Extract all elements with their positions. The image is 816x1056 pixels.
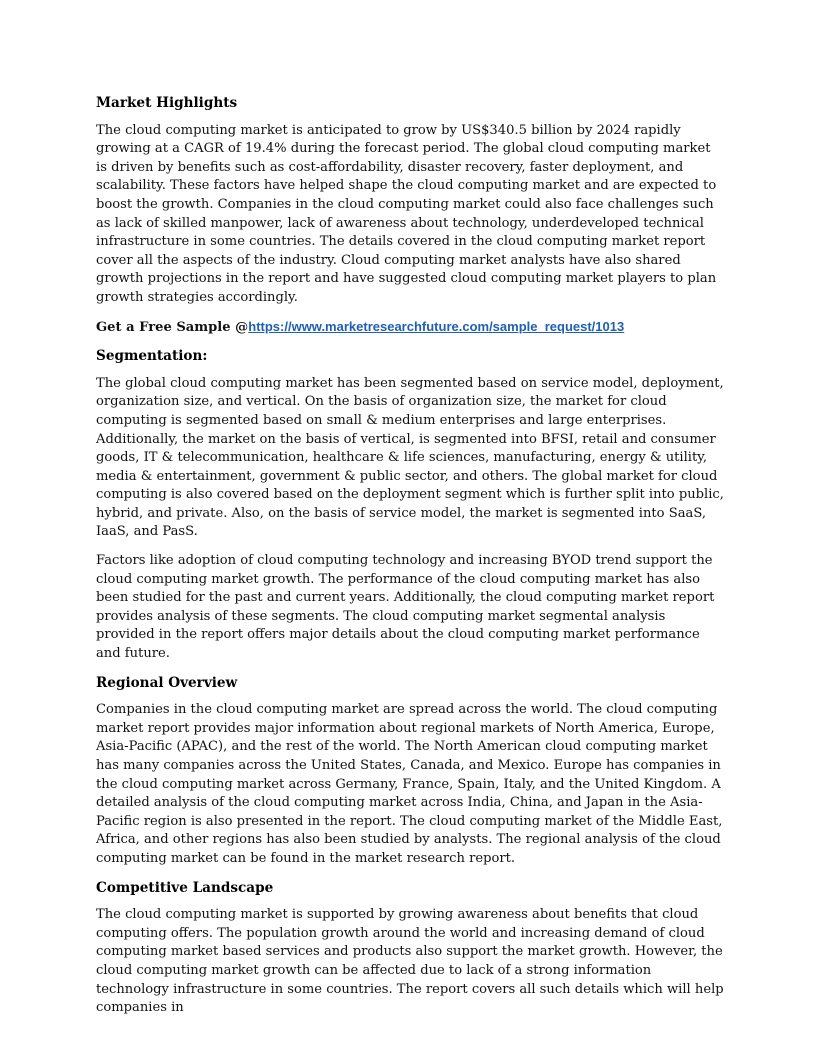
segmentation-paragraph-1: The global cloud computing market has been segmented based on service model, deployment, organization size, and vertical. On the basis of organization size, the market for cloud computing is segmented based on small & medium enterprises and large enterprises. Additionally, the market on the basis of vertical, is segmented into BFSI, retail and consumer goods, IT & telecommunication, healthcare & life sciences, manufacturing, energy & utility, media & entertainment, government & public sector, and others. The global market for cloud computing is also covered based on the deployment segment which is further split into public, hybrid, and private. Also, on the basis of service model, the market is segmented into SaaS, IaaS, and PasS. [96, 375, 724, 540]
market-highlights-paragraph: The cloud computing market is anticipated to grow by US$340.5 billion by 2024 rapidly growing at a CAGR of 19.4% during the forecast period. The global cloud computing market is driven by benefits such as cost-affordability, disaster recovery, faster deployment, and scalability. These factors have helped shape the cloud computing market and are expected to boost the growth. Companies in the cloud computing market could also face challenges such as lack of skilled manpower, lack of awareness about technology, underdeveloped technical infrastructure in some countries. The details covered in the cloud computing market report cover all the aspects of the industry. Cloud computing market analysts have also shared growth projections in the report and have suggested cloud computing market players to plan growth strategies accordingly. [96, 122, 717, 305]
regional-overview-paragraph: Companies in the cloud computing market are spread across the world. The cloud computing market report provides major information about regional markets of North America, Europe, Asia-Pacific (APAC), and the rest of the world. The North American cloud computing market has many companies across the United States, Canada, and Mexico. Europe has companies in the cloud computing market across Germany, France, Spain, Italy, and the United Kingdom. A detailed analysis of the cloud computing market across India, China, and Japan in the Asia-Pacific region is also presented in the report. The cloud computing market of the Middle East, Africa, and other regions has also been studied by analysts. The regional analysis of the cloud computing market can be found in the market research report. [96, 702, 723, 866]
competitive-landscape-paragraph: The cloud computing market is supported by growing awareness about benefits that cloud computing offers. The population growth around the world and increasing demand of cloud computing market based services and products also support the market growth. However, the cloud computing market growth can be affected due to lack of a strong information technology infrastructure in some countries. The report covers all such details which will help companies in [96, 907, 724, 1016]
free-sample-label: Get a Free Sample @ [96, 319, 249, 335]
document-page [96, 94, 724, 1028]
free-sample-line [96, 318, 724, 338]
segmentation-heading: Segmentation: [96, 348, 208, 365]
sample-request-link[interactable]: https://www.marketresearchfuture.com/sample_request/1013 [248, 318, 625, 334]
market-highlights-heading: Market Highlights [96, 95, 238, 111]
competitive-landscape-heading: Competitive Landscape [96, 879, 274, 896]
segmentation-paragraph-2: Factors like adoption of cloud computing technology and increasing BYOD trend support the cloud computing market growth. The performance of the cloud computing market has also been studied for the past and current years. Additionally, the cloud computing market report provides analysis of these segments. The cloud computing market segmental analysis provided in the report offers major details about the cloud computing market performance and future. [96, 553, 715, 662]
regional-overview-heading: Regional Overview [96, 674, 238, 691]
